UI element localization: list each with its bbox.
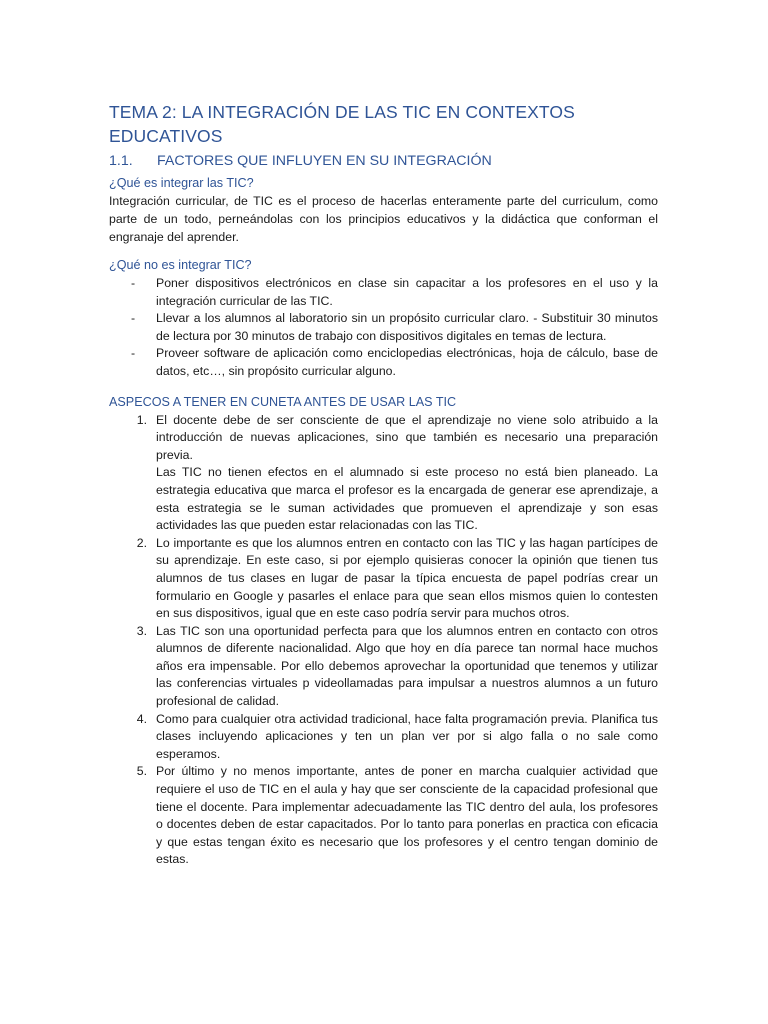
dash-marker: - <box>131 346 136 361</box>
list-item-text: Poner dispositivos electrónicos en clase sin capacitar a los profesores en el uso y la integración curricular de las TIC. <box>156 276 658 308</box>
list-item-text: Proveer software de aplicación como enciclopedias electrónicas, hoja de cálculo, base de datos, etc…, sin propósito curricular alguno. <box>156 346 658 378</box>
section-number: 1.1. <box>109 153 133 169</box>
numbered-list <box>109 412 658 869</box>
question-heading-2: ¿Qué no es integrar TIC? <box>109 258 252 272</box>
item-number: 3. <box>136 623 147 638</box>
item-number: 2. <box>136 535 147 550</box>
numbered-item <box>109 535 658 623</box>
numbered-item <box>109 763 658 869</box>
item-number: 1. <box>136 412 147 427</box>
item-text: Las TIC son una oportunidad perfecta para que los alumnos entren en contacto con otros alumnos de diferente nacionalidad. Algo que hoy en día parece tan normal hace muchos años era impensable. Por ello debemos aprovechar la oportunidad que tenemos y utilizar las conferencias virtuales p videollamadas para impulsar a nuestros alumnos a un futuro profesional de calidad. <box>156 623 658 709</box>
section-heading <box>109 151 658 171</box>
dash-list <box>109 275 658 381</box>
item-text: Como para cualquier otra actividad tradicional, hace falta programación previa. Planifica tus clases incluyendo aplicaciones y ten un plan ver por si algo falla o no sale como esperamos. <box>156 711 658 761</box>
section-title: FACTORES QUE INFLUYEN EN SU INTEGRACIÓN <box>157 153 492 169</box>
dash-marker: - <box>131 276 136 290</box>
item-text: Lo importante es que los alumnos entren en contacto con las TIC y las hagan partícipes de su aprendizaje. En este caso, si por ejemplo quisieras conocer la opinión que tienen tus alumnos de tus clases en lugar de pasar la típica encuesta de papel podrías crear un formulario en Google y pasarles el enlace para que sean ellos mismos quien lo contesten en sus dispositivos, igual que en este caso podría servir para muchos otros. <box>156 535 658 621</box>
item-text: Por último y no menos importante, antes de poner en marcha cualquier actividad que requiere el uso de TIC en el aula y hay que ser consciente de la capacidad profesional que tiene el docente. Para implementar adecuadamente las TIC dentro del aula, los profesores o docentes deben de estar capacitados. Por lo tanto para ponerlas en practica con eficacia y que estas tengan éxito es necesario que los profesores y el centro tengan dominio de estas. <box>156 764 658 867</box>
paragraph-definition: Integración curricular, de TIC es el proceso de hacerlas enteramente parte del curriculum, como parte de un todo, perneándolas con los principios educativos y la didáctica que conforman el engranaje del aprender. <box>109 194 658 244</box>
section-heading-aspects: ASPECOS A TENER EN CUNETA ANTES DE USAR LAS TIC <box>109 394 457 409</box>
numbered-item <box>109 412 658 535</box>
numbered-item <box>109 623 658 711</box>
list-item-text: Llevar a los alumnos al laboratorio sin un propósito curricular claro. - Substituir 30 minutos de lectura por 30 minutos de trabajo con dispositivos digitales en temas de lectura. <box>156 311 658 343</box>
dash-marker: - <box>131 311 136 326</box>
item-text: El docente debe de ser consciente de que el aprendizaje no viene solo atribuido a la introducción de nuevas aplicaciones, sino que también es necesario una preparación previa. <box>156 412 658 462</box>
item-text-continued: Las TIC no tienen efectos en el alumnado si este proceso no está bien planeado. La estrategia educativa que marca el profesor es la encargada de generar ese aprendizaje, a esta estrategia se le suman actividades que promueven el aprendizaje y son esas actividades las que pueden estar relacionadas con las TIC. <box>156 465 658 533</box>
list-item <box>109 310 658 345</box>
list-item <box>109 275 658 310</box>
list-item <box>109 345 658 380</box>
numbered-item <box>109 711 658 764</box>
question-heading-1: ¿Qué es integrar las TIC? <box>109 176 254 190</box>
item-number: 4. <box>136 711 147 726</box>
document-title: TEMA 2: LA INTEGRACIÓN DE LAS TIC EN CONTEXTOS EDUCATIVOS <box>109 102 575 146</box>
item-number: 5. <box>136 764 147 779</box>
